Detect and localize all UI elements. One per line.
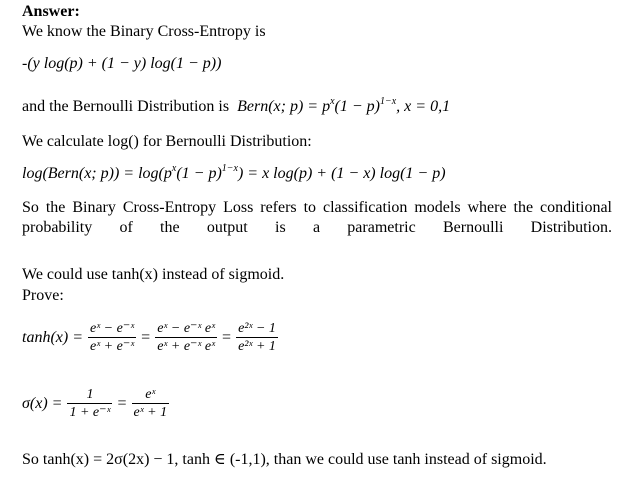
- log-eq-part3: ) = x log(p) + (1 − x) log(1 − p): [237, 165, 446, 182]
- log-eq-exp-1mx: 1−x: [221, 163, 238, 174]
- log-eq-part2: (1 − p): [176, 165, 222, 182]
- conclusion: So tanh(x) = 2σ(2x) − 1, tanh ∈ (-1,1), than we could use tanh instead of sigmoid.: [22, 451, 547, 468]
- bernoulli-suffix: , x = 0,1: [396, 98, 451, 115]
- log-equation: [22, 164, 446, 186]
- sigma-lhs: σ(x) =: [22, 394, 63, 412]
- log-eq-exp-x: x: [171, 163, 177, 174]
- sigma-frac1-num: 1: [86, 387, 94, 402]
- log-intro: We calculate log() for Bernoulli Distribution:: [22, 133, 312, 150]
- tanh-frac3-den: e²ˣ + 1: [238, 339, 276, 354]
- tanh-frac3-num: e²ˣ − 1: [238, 321, 276, 336]
- answer-heading: Answer:: [22, 3, 80, 20]
- prove-label: Prove:: [22, 287, 64, 304]
- tanh-equation: [22, 320, 281, 355]
- sigma-frac2-den: eˣ + 1: [133, 405, 168, 420]
- bernoulli-exp-1mx: 1−x: [379, 96, 397, 107]
- equals-sign: =: [117, 394, 127, 412]
- tanh-frac2-num: eˣ − e⁻ˣ eˣ: [157, 321, 216, 336]
- bernoulli-prefix: and the Bernoulli Distribution is: [22, 98, 230, 115]
- bce-intro: We know the Binary Cross-Entropy is: [22, 23, 266, 40]
- sigma-frac1-den: 1 + e⁻ˣ: [69, 405, 111, 420]
- bernoulli-line: [22, 97, 450, 119]
- tanh-fraction-1: [88, 320, 136, 355]
- sigma-fraction-2: [132, 386, 170, 421]
- tanh-frac1-num: eˣ − e⁻ˣ: [90, 321, 135, 336]
- tanh-lhs: tanh(x) =: [22, 328, 83, 346]
- sigma-equation: [22, 386, 172, 421]
- bce-formula: -(y log(p) + (1 − y) log(1 − p)): [22, 55, 222, 72]
- tanh-fraction-3: [236, 320, 278, 355]
- equals-sign: =: [222, 328, 232, 346]
- bce-explanation: So the Binary Cross-Entropy Loss refers to classification models where the conditional probability of the output is a parametric Bernoulli Distribution.: [22, 199, 612, 236]
- equals-sign: =: [141, 328, 151, 346]
- tanh-frac1-den: eˣ + e⁻ˣ: [90, 339, 135, 354]
- tanh-intro: We could use tanh(x) instead of sigmoid.: [22, 266, 285, 283]
- bernoulli-mid: (1 − p): [334, 98, 380, 115]
- bernoulli-exp-x: x: [330, 96, 335, 107]
- bernoulli-formula: [237, 98, 450, 115]
- log-eq-part1: log(Bern(x; p)) = log(p: [22, 165, 172, 182]
- bernoulli-formula-base: Bern(x; p) = p: [237, 98, 331, 115]
- tanh-frac2-den: eˣ + e⁻ˣ eˣ: [157, 339, 216, 354]
- tanh-fraction-2: [155, 320, 217, 355]
- sigma-fraction-1: [67, 386, 112, 421]
- sigma-frac2-num: eˣ: [145, 387, 156, 402]
